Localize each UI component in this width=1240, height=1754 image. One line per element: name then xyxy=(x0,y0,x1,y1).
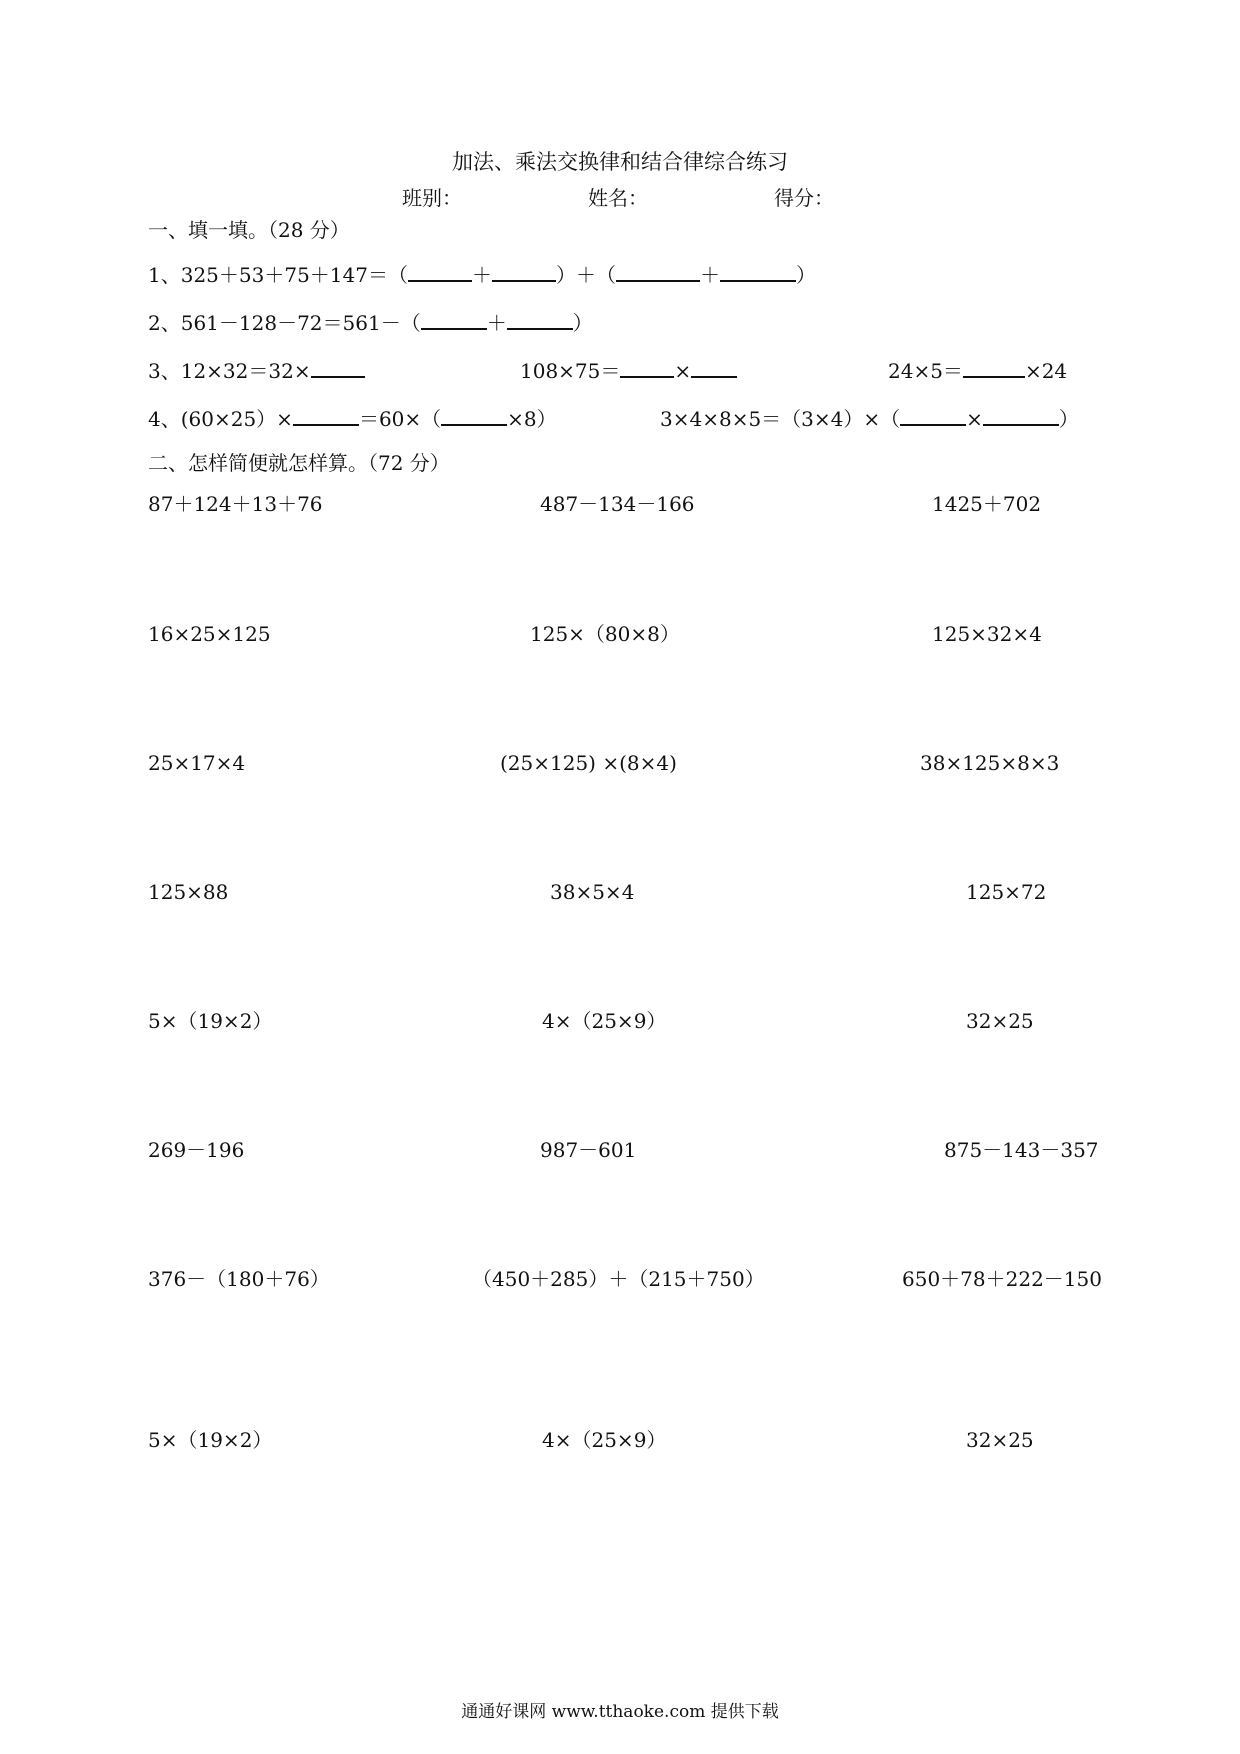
exercise: 376－（180＋76） xyxy=(148,1267,330,1291)
answer-blank[interactable] xyxy=(616,258,700,282)
exercise: 487－134－166 xyxy=(540,492,695,516)
exercise: 1425＋702 xyxy=(932,492,1042,516)
answer-blank[interactable] xyxy=(421,306,487,330)
answer-blank[interactable] xyxy=(963,354,1025,378)
exercise: 4×（25×9） xyxy=(542,1009,667,1033)
answer-blank[interactable] xyxy=(900,402,966,426)
exercise: 650＋78＋222－150 xyxy=(902,1267,1102,1291)
exercise: 5×（19×2） xyxy=(148,1428,273,1452)
exercise: （450＋285）＋（215＋750） xyxy=(472,1267,765,1291)
class-label: 班别： xyxy=(402,186,462,210)
footer-credit: 通通好课网 www.tthaoke.com 提供下载 xyxy=(461,1702,779,1722)
exercise: 4×（25×9） xyxy=(542,1428,667,1452)
exercise: 87＋124＋13＋76 xyxy=(148,492,323,516)
answer-blank[interactable] xyxy=(311,354,365,378)
exercise: 125×32×4 xyxy=(932,622,1042,646)
page-title: 加法、乘法交换律和结合律综合练习 xyxy=(452,150,788,174)
exercise: 125×（80×8） xyxy=(530,622,680,646)
exercise: 32×25 xyxy=(966,1009,1034,1033)
exercise: 38×125×8×3 xyxy=(920,751,1060,775)
answer-blank[interactable] xyxy=(620,354,674,378)
question-1: 1、325＋53＋75＋147＝（ ＋ ）＋（ ＋ ） xyxy=(148,258,816,287)
exercise: 25×17×4 xyxy=(148,751,246,775)
exercise: 125×72 xyxy=(966,880,1047,904)
exercise: 5×（19×2） xyxy=(148,1009,273,1033)
exercise: 125×88 xyxy=(148,880,229,904)
name-label: 姓名： xyxy=(588,186,648,210)
answer-blank[interactable] xyxy=(720,258,796,282)
question-2: 2、561－128－72＝561－（ ＋ ） xyxy=(148,306,593,335)
answer-blank[interactable] xyxy=(691,354,737,378)
question-4a: 4、(60×25）× ＝60×（ ×8） xyxy=(148,402,557,431)
section2-heading: 二、怎样简便就怎样算。（72 分） xyxy=(148,451,450,475)
section1-heading: 一、填一填。（28 分） xyxy=(148,218,350,242)
question-3a: 3、12×32＝32× xyxy=(148,354,365,383)
exercise: 38×5×4 xyxy=(550,880,635,904)
exercise: 16×25×125 xyxy=(148,622,271,646)
exercise: 269－196 xyxy=(148,1138,245,1162)
exercise: 32×25 xyxy=(966,1428,1034,1452)
exercise: 875－143－357 xyxy=(944,1138,1099,1162)
answer-blank[interactable] xyxy=(983,402,1059,426)
answer-blank[interactable] xyxy=(507,306,573,330)
exercise: 987－601 xyxy=(540,1138,637,1162)
score-label: 得分： xyxy=(774,186,834,210)
question-4b: 3×4×8×5＝（3×4）×（ × ） xyxy=(660,402,1079,431)
answer-blank[interactable] xyxy=(492,258,556,282)
question-3b: 108×75＝ × xyxy=(520,354,737,383)
answer-blank[interactable] xyxy=(441,402,507,426)
answer-blank[interactable] xyxy=(293,402,359,426)
answer-blank[interactable] xyxy=(408,258,472,282)
exercise: (25×125) ×(8×4) xyxy=(500,751,677,775)
question-3c: 24×5＝ ×24 xyxy=(888,354,1067,383)
